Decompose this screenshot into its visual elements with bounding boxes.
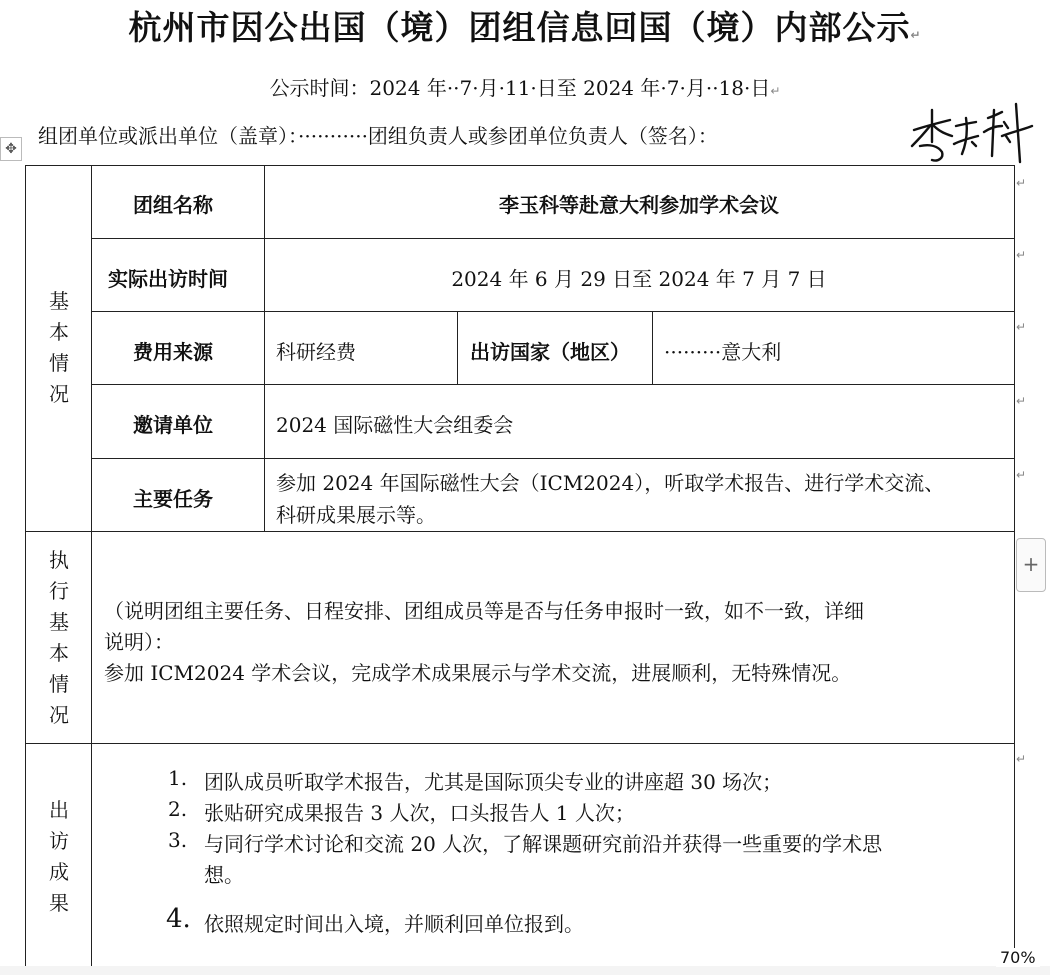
inviter-value[interactable]: 2024 国际磁性大会组委会 [276, 413, 514, 437]
unit-signature-line: 组团单位或派出单位（盖章）：···········团组负责人或参团单位负责人（签名）： [38, 124, 718, 148]
task-value-line2[interactable]: 科研成果展示等。 [276, 503, 436, 527]
inviter-label: 邀请单位 [133, 413, 213, 437]
result-item[interactable]: 团队成员听取学术报告，尤其是国际顶尖专业的讲座超 30 场次； [204, 770, 783, 794]
group-name-value[interactable]: 李玉科等赴意大利参加学术会议 [499, 193, 779, 217]
group-name-label: 团组名称 [133, 193, 213, 217]
plus-icon[interactable]: + [1016, 538, 1046, 592]
row-end-mark: ↵ [1016, 176, 1027, 190]
visit-time-value[interactable]: 2024 年 6 月 29 日至 2024 年 7 月 7 日 [451, 267, 827, 291]
section-execution-label: 执行基本情况 [49, 548, 69, 727]
row-end-mark: ↵ [1016, 394, 1027, 408]
section-basic-label: 基本情况 [49, 289, 69, 406]
row-end-mark: ↵ [1016, 248, 1027, 262]
result-item-number: 4. [166, 904, 191, 934]
move-icon[interactable]: ✥ [0, 137, 22, 161]
publish-period: 公示时间：2024 年··7·月·11·日至 2024 年·7·月··18·日↵ [269, 76, 781, 100]
visit-time-label: 实际出访时间 [108, 267, 228, 291]
result-item-number: 1. [168, 766, 188, 790]
result-item-number: 3. [168, 828, 188, 852]
zoom-level[interactable]: 70% [996, 948, 1040, 967]
row-end-mark: ↵ [1016, 320, 1027, 334]
country-label: 出访国家（地区） [470, 340, 630, 364]
result-item[interactable]: 依照规定时间出入境，并顺利回单位报到。 [204, 912, 584, 936]
execution-text[interactable]: 参加 ICM2024 学术会议，完成学术成果展示与学术交流，进展顺利，无特殊情况。 [104, 661, 852, 685]
row-end-mark: ↵ [1016, 468, 1027, 482]
result-item-continuation[interactable]: 想。 [204, 863, 244, 887]
section-results-label: 出访成果 [49, 798, 69, 915]
result-item[interactable]: 与同行学术讨论和交流 20 人次，了解课题研究前沿并获得一些重要的学术思 [204, 832, 883, 856]
task-value-line1[interactable]: 参加 2024 年国际磁性大会（ICM2024），听取学术报告、进行学术交流、 [276, 471, 945, 495]
execution-note-line2[interactable]: 说明）： [104, 630, 174, 654]
funding-label: 费用来源 [133, 340, 213, 364]
next-page-strip [0, 966, 1050, 975]
handwritten-signature [908, 96, 1038, 166]
task-label: 主要任务 [133, 487, 213, 511]
document-title: 杭州市因公出国（境）团组信息回国（境）内部公示↵ [128, 8, 922, 47]
result-item[interactable]: 张贴研究成果报告 3 人次，口头报告人 1 人次； [204, 801, 635, 825]
funding-value[interactable]: 科研经费 [276, 340, 356, 364]
execution-note-line1[interactable]: （说明团组主要任务、日程安排、团组成员等是否与任务申报时一致，如不一致，详细 [104, 599, 864, 623]
result-item-number: 2. [168, 797, 188, 821]
country-value[interactable]: ·········意大利 [664, 340, 782, 364]
row-end-mark: ↵ [1016, 752, 1027, 766]
